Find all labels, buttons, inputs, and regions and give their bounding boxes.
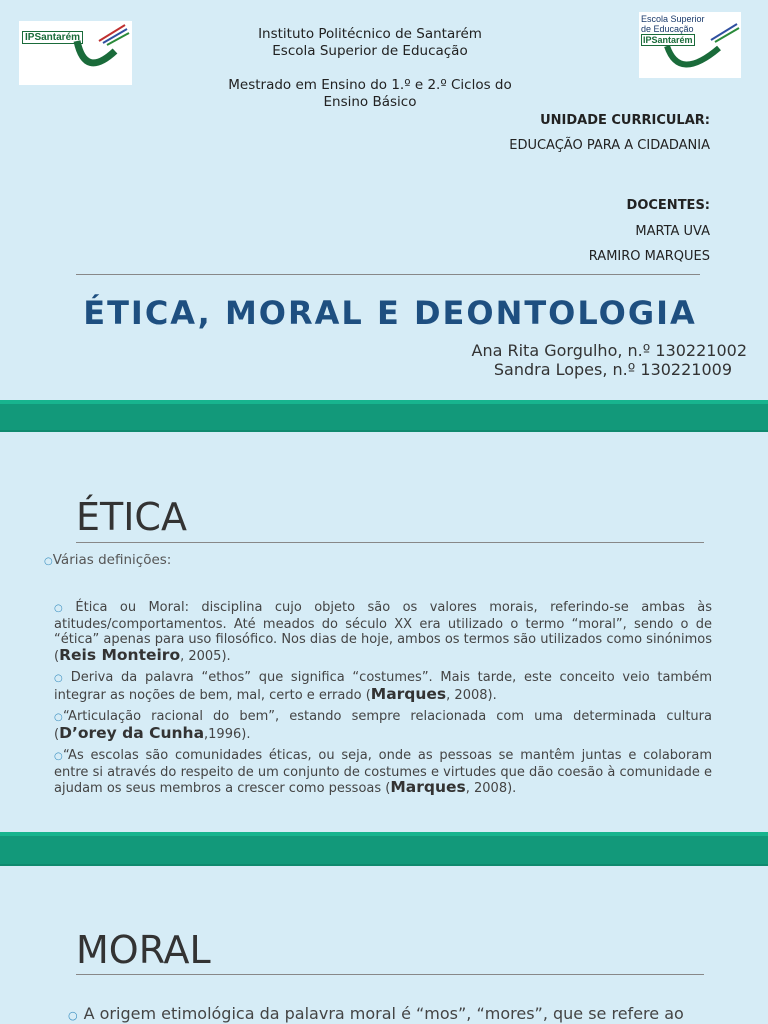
citation-author: D’orey da Cunha [59,723,205,742]
ipsantarem-logo [19,21,132,85]
section-title: MORAL [76,928,211,972]
master-line1: Mestrado em Ensino do 1.º e 2.º Ciclos do [228,77,512,93]
logo-right-line2: de Educação [641,24,694,34]
master-program [200,77,540,111]
list-item [54,709,712,742]
subtitle-text: Várias definições: [52,552,172,568]
logo-right-line1: Escola Superior [641,14,705,24]
list-item [68,1004,728,1023]
slide-separator [0,832,768,866]
citation-year: , 2008). [446,687,497,703]
citation-year: ,1996). [204,726,251,742]
circle-bullet-icon: ○ [54,751,63,762]
citation-author: Marques [390,778,466,796]
bullet-text: Deriva da palavra “ethos” que significa “costumes”. Mais tarde, este conceito veio também integrar as noções de bem, mal, certo e errado ( [54,670,712,703]
circle-bullet-icon: ○ [54,673,63,684]
bullet-text: A origem etimológica da palavra moral é “mos”, “mores”, que se refere ao [83,1004,684,1023]
citation-year: , 2005). [180,648,231,664]
citation-author: Marques [370,684,447,703]
circle-bullet-icon: ○ [54,712,63,723]
slide-etica [0,432,768,832]
bullet-text: “As escolas são comunidades éticas, ou seja, onde as pessoas se mantêm juntas e colaboram entre si através do respeito de um conjunto de costumes e virtudes que dão coesão à comunidade e ajudam os seus membros a crescer como pessoas ( [54,748,712,796]
slide-moral [0,866,768,1024]
docente-2: RAMIRO MARQUES [588,249,710,264]
slide-separator [0,400,768,432]
docentes-label: DOCENTES: [626,198,710,213]
circle-bullet-icon: ○ [54,603,63,614]
docente-1: MARTA UVA [635,224,710,239]
bullet-text: “Articulação racional do bem”, estando sempre relacionada com uma determinada cultura ( [54,709,712,742]
subtitle [44,552,171,568]
logo-right-badge: IPSantarém [643,35,693,45]
institution-header [200,26,540,60]
list-item [54,748,712,797]
logo-left-text: IPSantarém [22,31,83,44]
page-title: ÉTICA, MORAL E DEONTOLOGIA [83,294,697,332]
list-item [54,670,712,703]
uc-name: EDUCAÇÃO PARA A CIDADANIA [509,138,710,153]
list-item [54,600,712,664]
master-line2: Ensino Básico [323,94,417,110]
institute-name: Instituto Politécnico de Santarém [258,26,482,42]
uc-label: UNIDADE CURRICULAR: [540,113,710,128]
ese-logo [639,12,741,78]
author-1: Ana Rita Gorgulho, n.º 130221002 [471,341,747,360]
divider [76,974,704,975]
circle-bullet-icon: ○ [68,1009,78,1022]
citation-author: Reis Monteiro [59,645,181,664]
author-2: Sandra Lopes, n.º 130221009 [493,360,732,379]
divider [76,542,704,543]
circle-bullet-icon: ○ [44,556,53,567]
citation-year: , 2008). [465,781,517,796]
school-name: Escola Superior de Educação [272,43,468,59]
slide-title [0,0,768,400]
bullet-text: Ética ou Moral: disciplina cujo objeto são os valores morais, referindo-se ambas às atitudes/comportamentos. Até meados do século XX era utilizado o termo “moral”, sendo o de “ética” apenas para uso filosófico. Nos dias de hoje, ambos os termos são utilizados como sinónimos ( [54,600,712,664]
divider [76,274,700,275]
section-title: ÉTICA [76,495,187,539]
